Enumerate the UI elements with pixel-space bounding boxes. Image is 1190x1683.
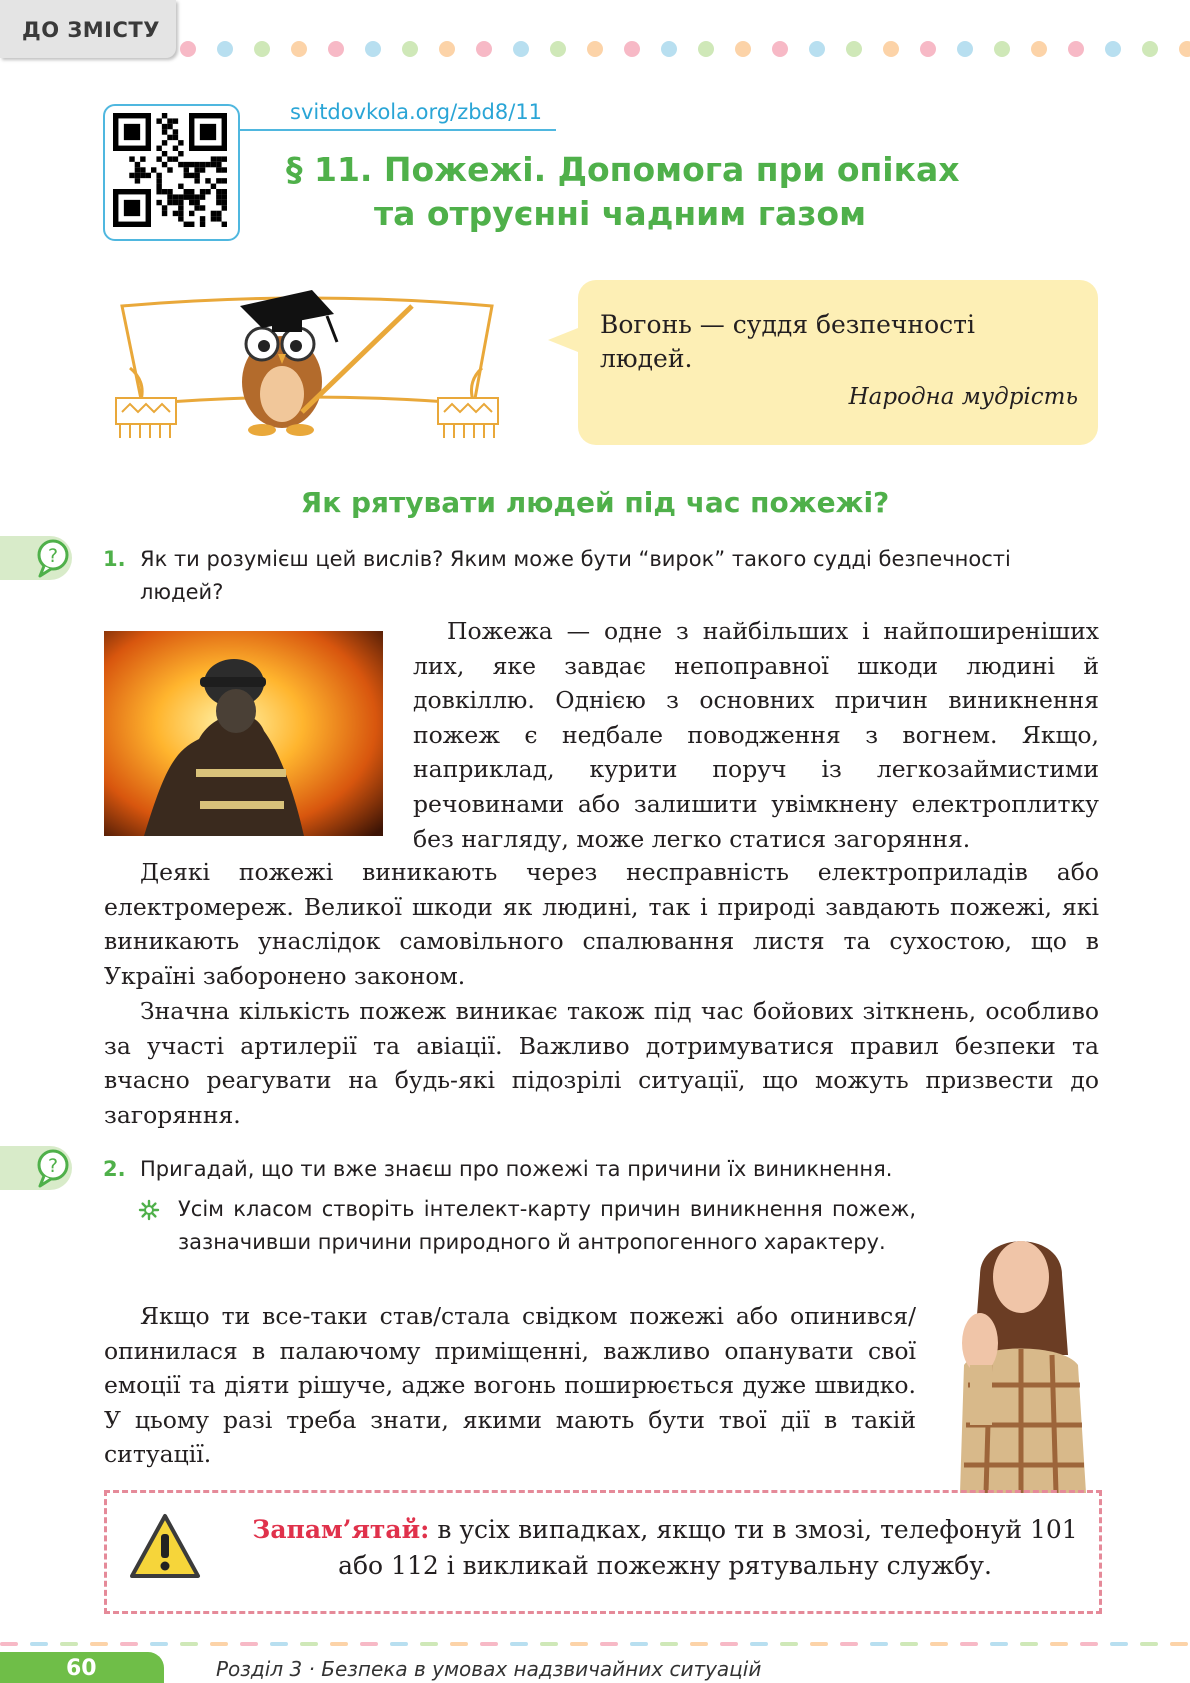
girl-stop-gesture-photo (940, 1215, 1102, 1493)
section-heading: Як рятувати людей під час пожежі? (300, 486, 890, 519)
warning-icon (128, 1512, 202, 1582)
speech-tail (548, 320, 588, 360)
firefighter-photo (104, 631, 383, 836)
svg-text:?: ? (47, 545, 59, 567)
paragraph-1: Пожежа — одне з найбільших і найпоширеніших лих, яке завдає непоправної шкоди людині й довкіллю. Однією з основних причин виникнення пожеж є недбале поводження з вогнем. Якщо, наприклад, курити поруч із легкозаймистими речовинами або залишити увімкнену електроплитку без нагляду, може легко статися загоряння. (413, 617, 1099, 853)
epigraph-text: Вогонь — суддя безпечності людей. (600, 310, 975, 373)
paragraph-2: Деякі пожежі виникають через несправність електроприладів або електромереж. Великої шкоди як людині, так і природі завдають пожежі, які виникають унаслідок самовільного спалювання листя та сухостою, що в Україні заборонено законом. (104, 858, 1099, 990)
epigraph-source: Народна мудрість (848, 384, 1078, 410)
title-line-1: § 11. Пожежі. Допомога при опіках (286, 150, 960, 189)
question-icon (36, 1148, 70, 1188)
task-text: Усім класом створіть інтелект-карту причин виникнення пожеж, зазначивши причини природного й антропогенного характеру. (178, 1197, 916, 1254)
resource-link[interactable]: svitdovkola.org/zbd8/11 (290, 100, 543, 124)
owl-banner-illustration (112, 286, 504, 446)
question-number-2: 2. (103, 1157, 126, 1181)
footer-dashes (0, 1642, 1190, 1648)
toc-link[interactable]: ДО ЗМІСТУ (22, 18, 160, 42)
question-text-1: Як ти розумієш цей вислів? Яким може бути “вирок” такого судді безпечності людей? (140, 547, 1011, 604)
svg-text:?: ? (47, 1155, 59, 1177)
chapter-footer: Розділ 3 · Безпека в умовах надзвичайних ситуацій (216, 1657, 762, 1681)
decorative-dots (178, 39, 1190, 59)
remember-key: Запам’ятай: (252, 1515, 430, 1544)
remember-body: в усіх випадках, якщо ти в змозі, телефонуй 101 або 112 і викликай пожежну рятувальну службу. (338, 1515, 1078, 1580)
question-text-2: Пригадай, що ти вже знаєш про пожежі та причини їх виникнення. (140, 1157, 893, 1181)
paragraph-4: Якщо ти все-таки став/стала свідком пожежі або опинився/опинилася в палаючому приміщенні, важливо опанувати свої емоції та діяти рішуче, адже вогонь поширюється дуже швидко. У цьому разі треба знати, якими мають бути твої дії в такій ситуації. (104, 1302, 916, 1469)
remember-text (250, 1512, 1080, 1584)
question-number-1: 1. (103, 547, 126, 571)
star-bullet-icon (138, 1199, 160, 1221)
title-line-2: та отруєнні чадним газом (374, 194, 867, 233)
qr-code[interactable] (113, 113, 227, 227)
paragraph-3: Значна кількість пожеж виникає також під час бойових зіткнень, особливо за участі артилерії та авіації. Важливо дотримуватися правил безпеки та вчасно реагувати на будь-які підозрілі ситуації, що можуть призвести до загоряння. (104, 997, 1099, 1129)
page-number: 60 (66, 1656, 97, 1681)
page-title (286, 148, 1046, 236)
link-underline (240, 129, 556, 131)
question-icon (36, 538, 70, 578)
